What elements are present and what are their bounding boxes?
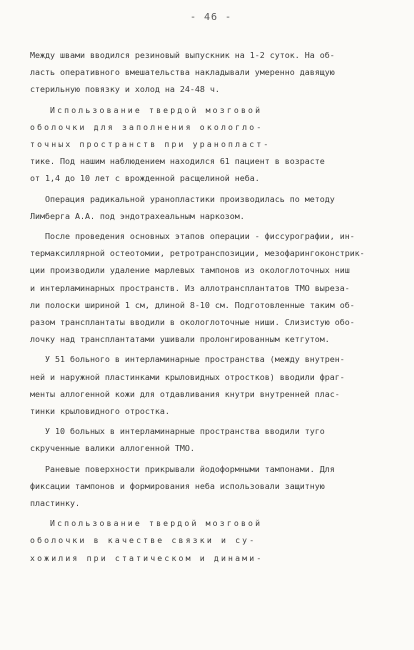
text-line: У 51 больного в интерламинарные пространства (между внутрен- — [30, 354, 345, 365]
paragraph — [30, 47, 392, 99]
spaced-heading-line: оболочки в качестве связки и су- — [30, 535, 257, 546]
page-number: - 46 - — [189, 12, 233, 23]
text-line: ласть оперативного вмешательства накладывали умеренно давящую — [30, 67, 335, 78]
text-line: пластинку. — [30, 498, 80, 509]
spaced-heading-line: Использование твердой мозговой — [50, 518, 263, 529]
text-line: Операция радикальной уранопластики производилась по методу — [30, 193, 335, 204]
text-line: ней и наружной пластинками крыловидных отростков) вводили фраг- — [30, 371, 345, 382]
text-line: лочку над трансплантатами ушивали пролонгированным кетгутом. — [30, 334, 330, 345]
text-line: фиксации тампонов и формирования неба использовали защитную — [30, 480, 325, 491]
section-heading-paragraph — [30, 515, 392, 567]
spaced-heading-line: оболочки для заполнения окологло- — [30, 121, 264, 132]
paragraph — [30, 461, 392, 513]
spaced-heading-line: Использование твердой мозговой — [50, 104, 263, 115]
text-line: скрученные валики аллогенной ТМО. — [30, 443, 195, 454]
text-line: тинки крыловидного отростка. — [30, 406, 170, 417]
text-line: Между швами вводился резиновый выпускник на 1-2 суток. На об- — [30, 50, 335, 60]
paragraph — [30, 191, 392, 225]
text-line: разом трансплантаты вводили в окологлоточные ниши. Слизистую обо- — [30, 317, 355, 328]
section-heading-paragraph — [30, 102, 392, 188]
text-line: У 10 больных в интерламинарные пространства вводили туго — [30, 426, 325, 437]
text-line: Раневые поверхности прикрывали йодоформными тампонами. Для — [30, 463, 335, 474]
text-line: ции производили удаление марлевых тампонов из окологлоточных ниш — [30, 265, 350, 276]
text-line: стерильную повязку и холод на 24-48 ч. — [30, 84, 220, 95]
paragraph — [30, 228, 392, 348]
text-line: Лимберга А.А. под эндотрахеальным наркозом. — [30, 210, 245, 221]
paragraph — [30, 423, 392, 457]
text-line: ли полоски шириной 1 см, длиной 8-10 см. Подготовленные таким об- — [30, 299, 355, 310]
text-line: и интерламинарных пространств. Из аллотрансплантатов ТМО выреза- — [30, 282, 350, 293]
spaced-heading-line: точных пространств при уранопласт- — [30, 139, 271, 150]
text-line: термаксиллярной остеотомии, ретротранспозиции, мезофарингоконстрик- — [30, 248, 365, 259]
text-line: После проведения основных этапов операции - фиссурографии, ин- — [30, 231, 355, 242]
text-line: тике. Под нашим наблюдением находился 61 пациент в возрасте — [30, 156, 325, 167]
text-line: от 1,4 до 10 лет с врожденной расщелиной неба. — [30, 173, 260, 184]
text-line: менты аллогенной кожи для отдавливания кнутри внутренней плас- — [30, 388, 340, 399]
paragraph — [30, 351, 392, 420]
spaced-heading-line: хожилия при статическом и динами- — [30, 552, 264, 563]
